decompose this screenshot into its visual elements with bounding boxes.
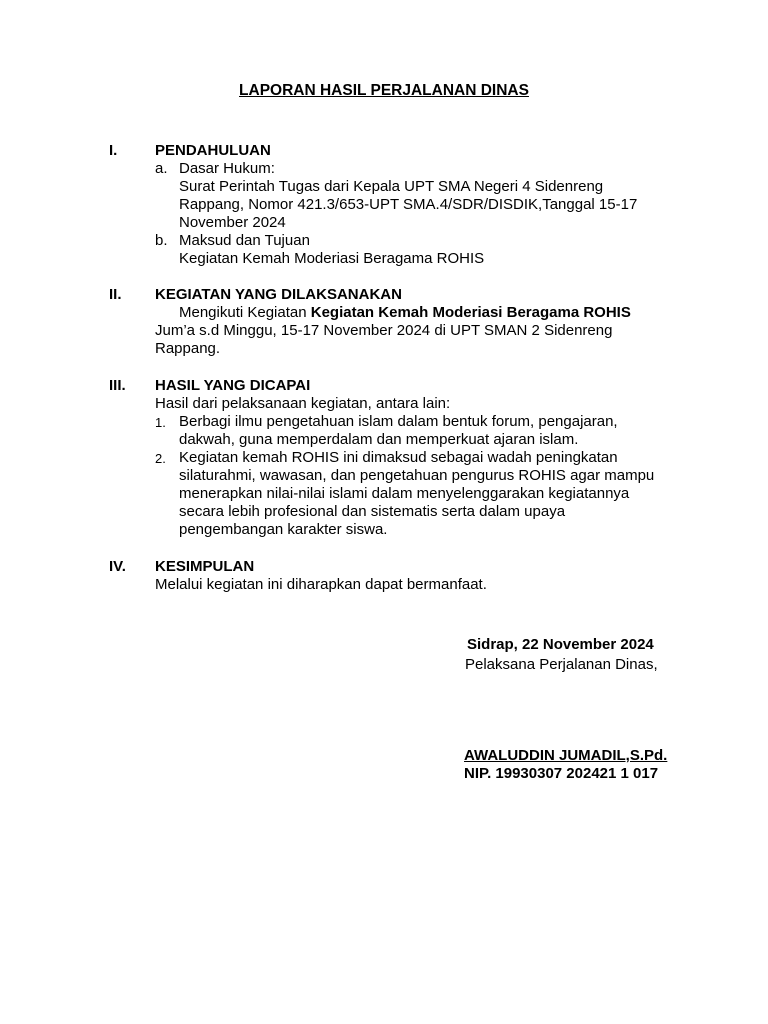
signature-name: AWALUDDIN JUMADIL,S.Pd. xyxy=(464,747,668,764)
signature-role: Pelaksana Perjalanan Dinas, xyxy=(465,656,658,673)
item-a-line-2: Rappang, Nomor 421.3/653-UPT SMA.4/SDR/DISDIK,Tanggal 15-17 xyxy=(179,196,638,213)
section-2-line-1 xyxy=(179,304,631,322)
result-item-2-line-5: pengembangan karakter siswa. xyxy=(179,521,388,538)
result-item-1-line-2: dakwah, guna memperdalam dan memperkuat ajaran islam. xyxy=(179,431,579,448)
section-3-intro: Hasil dari pelaksanaan kegiatan, antara lain: xyxy=(155,395,451,412)
section-3-numeral: III. xyxy=(109,377,126,394)
section-1-heading: PENDAHULUAN xyxy=(155,142,271,159)
result-item-1-marker: 1. xyxy=(155,415,166,430)
section-2-numeral: II. xyxy=(109,286,122,303)
result-item-2-line-2: silaturahmi, wawasan, dan pengetahuan pengurus ROHIS agar mampu xyxy=(179,467,655,484)
signature-place-date: Sidrap, 22 November 2024 xyxy=(467,636,654,653)
section-4-numeral: IV. xyxy=(109,558,126,575)
section-3-heading: HASIL YANG DICAPAI xyxy=(155,377,311,394)
signature-nip: NIP. 19930307 202421 1 017 xyxy=(464,765,659,782)
result-item-2-line-1: Kegiatan kemah ROHIS ini dimaksud sebagai wadah peningkatan xyxy=(179,449,618,466)
section-1-numeral: I. xyxy=(109,142,118,159)
result-item-2-marker: 2. xyxy=(155,451,166,466)
section-2-line-2: Jum’a s.d Minggu, 15-17 November 2024 di UPT SMAN 2 Sidenreng xyxy=(155,322,613,339)
section-2-heading: KEGIATAN YANG DILAKSANAKAN xyxy=(155,286,402,303)
document-title: LAPORAN HASIL PERJALANAN DINAS xyxy=(239,82,529,99)
item-b-marker: b. xyxy=(155,232,168,249)
result-item-2-line-3: menerapkan nilai-nilai islami dalam menyelenggarakan kegiatannya xyxy=(179,485,630,502)
item-a-line-3: November 2024 xyxy=(179,214,286,231)
section-2-line-1-prefix: Mengikuti Kegiatan xyxy=(179,304,311,321)
item-a-marker: a. xyxy=(155,160,168,177)
result-item-1-line-1: Berbagi ilmu pengetahuan islam dalam bentuk forum, pengajaran, xyxy=(179,413,618,430)
item-b-label: Maksud dan Tujuan xyxy=(179,232,310,249)
section-4-heading: KESIMPULAN xyxy=(155,558,255,575)
item-a-line-1: Surat Perintah Tugas dari Kepala UPT SMA Negeri 4 Sidenreng xyxy=(179,178,604,195)
item-a-label: Dasar Hukum: xyxy=(179,160,275,177)
item-b-text: Kegiatan Kemah Moderiasi Beragama ROHIS xyxy=(179,250,485,267)
section-2-line-3: Rappang. xyxy=(155,340,221,357)
result-item-2-line-4: secara lebih profesional dan sistematis serta dalam upaya xyxy=(179,503,566,520)
section-4-text: Melalui kegiatan ini diharapkan dapat bermanfaat. xyxy=(155,576,487,593)
section-2-activity-name: Kegiatan Kemah Moderiasi Beragama ROHIS xyxy=(310,304,631,321)
